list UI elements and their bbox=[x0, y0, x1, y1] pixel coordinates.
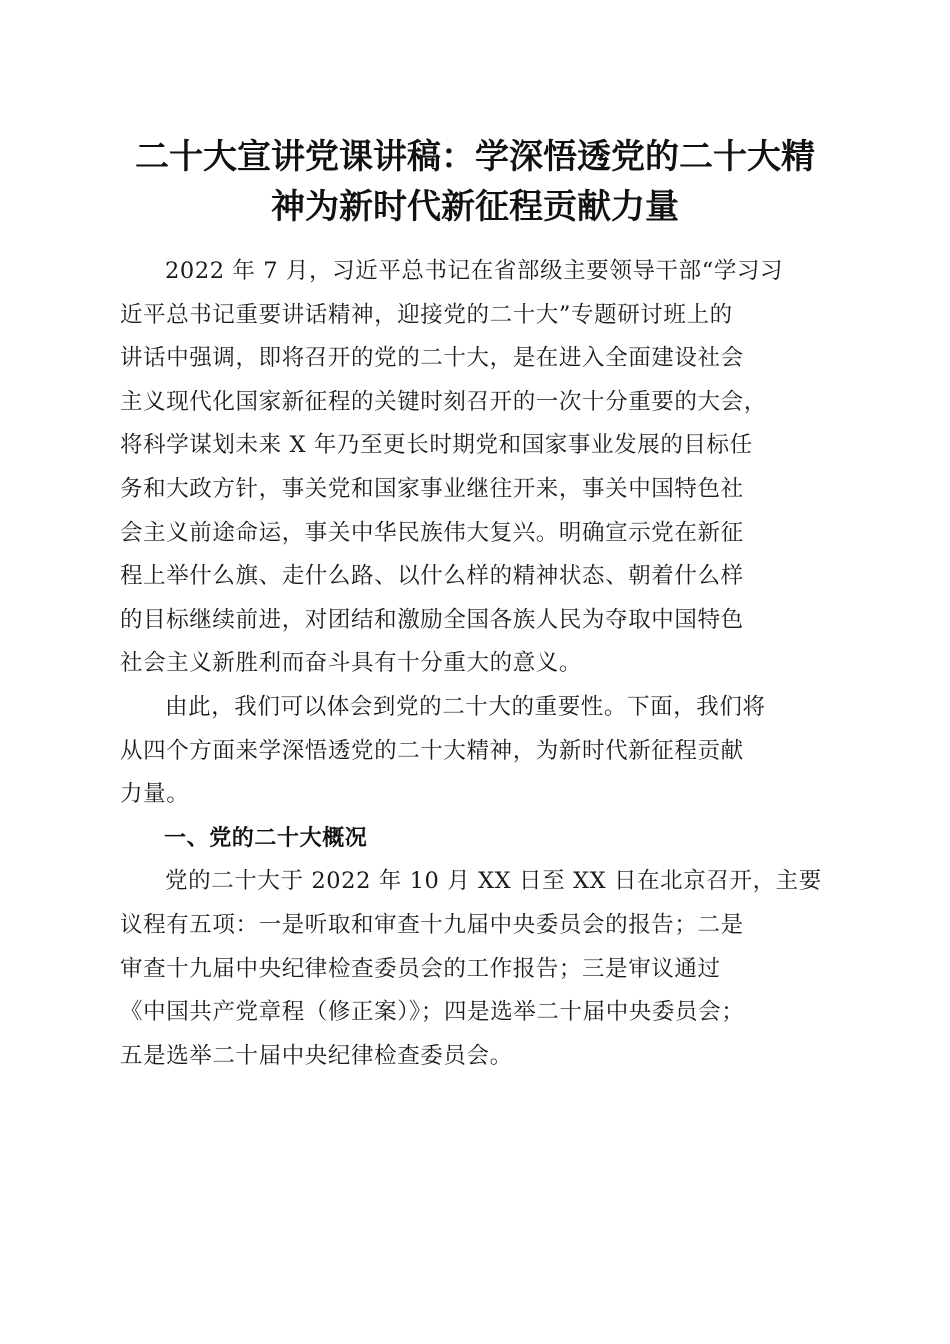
text-line: 会主义前途命运，事关中华民族伟大复兴。明确宣示党在新征 bbox=[120, 519, 744, 546]
text-line: 党的二十大于 2022 年 10 月 XX 日至 XX 日在北京召开，主要 bbox=[165, 868, 822, 895]
text-line: 审查十九届中央纪律检查委员会的工作报告；三是审议通过 bbox=[120, 955, 721, 982]
title-line: 二十大宣讲党课讲稿：学深悟透党的二十大精 bbox=[135, 137, 815, 177]
document-body bbox=[120, 250, 832, 1078]
text-line: 从四个方面来学深悟透党的二十大精神，为新时代新征程贡献 bbox=[120, 737, 744, 764]
text-line: 的目标继续前进，对团结和激励全国各族人民为夺取中国特色 bbox=[120, 606, 744, 633]
text-line: 社会主义新胜利而奋斗具有十分重大的意义。 bbox=[120, 650, 583, 677]
title-line: 神为新时代新征程贡献力量 bbox=[271, 187, 679, 227]
text-line: 《中国共产党章程（修正案）》；四是选举二十届中央委员会； bbox=[120, 999, 745, 1026]
paragraph-overview bbox=[120, 860, 832, 1078]
document-title bbox=[110, 132, 840, 232]
text-line: 近平总书记重要讲话精神，迎接党的二十大”专题研讨班上的 bbox=[120, 301, 733, 328]
paragraph-transition bbox=[120, 686, 832, 817]
text-line: 五是选举二十届中央纪律检查委员会。 bbox=[120, 1042, 513, 1069]
text-line: 讲话中强调，即将召开的党的二十大，是在进入全面建设社会 bbox=[120, 345, 744, 372]
text-line: 2022 年 7 月，习近平总书记在省部级主要领导干部“学习习 bbox=[165, 258, 784, 284]
text-line: 将科学谋划未来 X 年乃至更长时期党和国家事业发展的目标任 bbox=[120, 432, 753, 459]
text-line: 务和大政方针，事关党和国家事业继往开来，事关中国特色社 bbox=[120, 475, 744, 502]
text-line: 议程有五项：一是听取和审查十九届中央委员会的报告；二是 bbox=[120, 911, 744, 938]
paragraph-intro bbox=[120, 250, 832, 686]
text-line: 主义现代化国家新征程的关键时刻召开的一次十分重要的大会， bbox=[120, 388, 767, 415]
section-heading: 一、党的二十大概况 bbox=[164, 825, 368, 851]
text-line: 力量。 bbox=[120, 781, 190, 808]
text-line: 程上举什么旗、走什么路、以什么样的精神状态、朝着什么样 bbox=[120, 563, 744, 590]
text-line: 由此，我们可以体会到党的二十大的重要性。下面，我们将 bbox=[165, 693, 766, 720]
